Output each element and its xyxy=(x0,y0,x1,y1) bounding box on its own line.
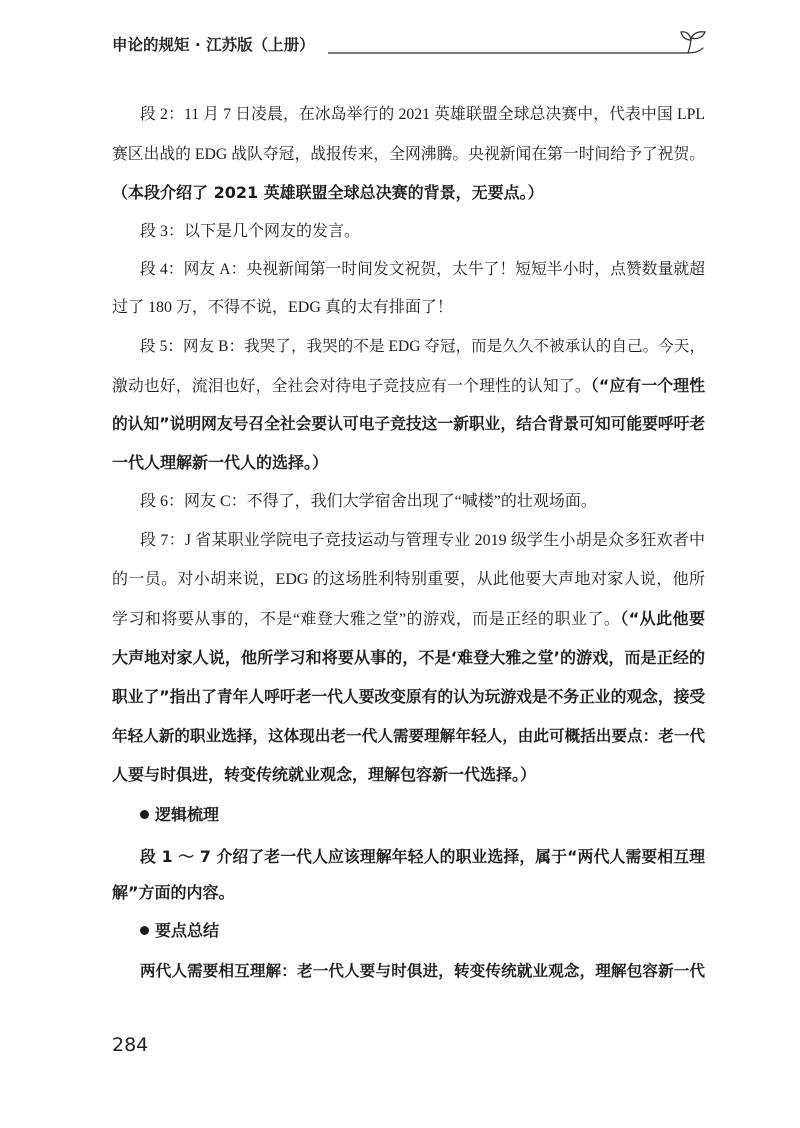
para-2-line-1: 段 2：11 月 7 日凌晨，在冰岛举行的 2021 英雄联盟全球总决赛中，代表中国 LPL xyxy=(140,106,705,123)
para-4-line-1: 段 4：网友 A：央视新闻第一时间发文祝贺，太牛了！短短半小时，点赞数量就超 xyxy=(140,261,705,278)
summary-heading-label: 要点总结 xyxy=(155,921,220,940)
para-5-annotation-start: （“应有一个理性 xyxy=(590,376,705,395)
para-7-line-2: 的一员。对小胡来说，EDG 的这场胜利特别重要，从此他要大声地对家人说，他所 xyxy=(112,571,705,588)
logic-line-2: 解”方面的内容。 xyxy=(112,883,235,902)
bullet-icon xyxy=(140,926,149,935)
para-5-annotation-line-3: 一代人理解新一代人的选择。） xyxy=(112,453,329,472)
logic-heading-label: 逻辑梳理 xyxy=(155,805,220,824)
running-header-title: 申论的规矩 · 江苏版（上册） xyxy=(112,36,315,54)
para-4-line-2: 过了 180 万，不得不说，EDG 真的太有排面了！ xyxy=(112,299,453,316)
para-7-annotation-line-2: 大声地对家人说，他所学习和将要从事的，不是‘难登大雅之堂’的游戏，而是正经的 xyxy=(112,648,705,667)
para-7-annotation-line-3: 职业了”指出了青年人呼吁老一代人要改变原有的认为玩游戏是不务正业的观念，接受 xyxy=(112,687,706,706)
para-6-line-1: 段 6：网友 C：不得了，我们大学宿舍出现了“喊楼”的壮观场面。 xyxy=(140,493,597,510)
para-7-line-1: 段 7：J 省某职业学院电子竞技运动与管理专业 2019 级学生小胡是众多狂欢者中 xyxy=(140,532,705,549)
para-7-line-3 xyxy=(112,606,705,632)
para-5-line-1: 段 5：网友 B：我哭了，我哭的不是 EDG 夺冠，而是久久不被承认的自己。今天， xyxy=(140,338,705,355)
para-7-annotation-line-4: 年轻人新的职业选择，这体现出老一代人需要理解年轻人，由此可概括出要点：老一代 xyxy=(112,727,705,745)
sprout-icon xyxy=(681,32,705,53)
para-2-annotation: （本段介绍了 2021 英雄联盟全球总决赛的背景，无要点。） xyxy=(112,183,544,202)
para-5-line-2 xyxy=(112,373,705,399)
logic-heading xyxy=(140,802,705,828)
bullet-icon xyxy=(140,810,149,819)
para-7-text-end: 学习和将要从事的，不是“难登大雅之堂”的游戏，而是正经的职业了。 xyxy=(112,611,621,628)
header-rule xyxy=(0,0,800,70)
logic-line-1: 段 1 ～ 7 介绍了老一代人应该理解年轻人的职业选择，属于“两代人需要相互理 xyxy=(140,847,705,866)
page-number: 284 xyxy=(112,1034,149,1056)
para-7-annotation-start: （“从此他要 xyxy=(620,609,705,628)
summary-heading xyxy=(140,918,705,944)
para-3-line-1: 段 3：以下是几个网友的发言。 xyxy=(140,223,361,240)
para-2-line-2: 赛区出战的 EDG 战队夺冠，战报传来，全网沸腾。央视新闻在第一时间给予了祝贺。 xyxy=(112,146,705,163)
para-5-annotation-line-2: 的认知”说明网友号召全社会要认可电子竞技这一新职业，结合背景可知可能要呼吁老 xyxy=(112,414,706,433)
para-7-annotation-line-5: 人要与时俱进，转变传统就业观念，理解包容新一代选择。） xyxy=(112,765,537,784)
para-5-text-end: 激动也好，流泪也好，全社会对待电子竞技应有一个理性的认知了。 xyxy=(112,378,591,395)
summary-line-1: 两代人需要相互理解：老一代人要与时俱进，转变传统就业观念，理解包容新一代 xyxy=(140,962,705,980)
